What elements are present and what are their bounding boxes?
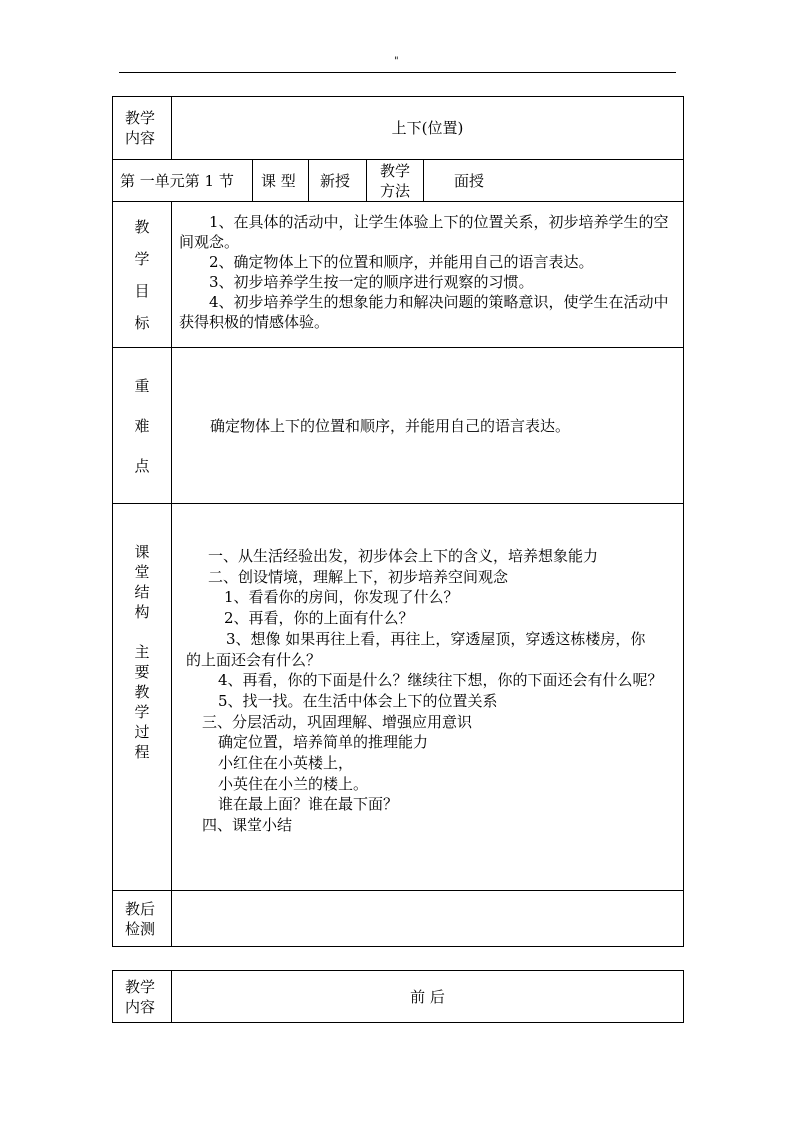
process-label-8: 学 [134,703,150,721]
process-line-5: 3、想像 如果再往上看，再往上，穿透屋顶，穿透这栋楼房，你 [226,629,646,648]
check-cell [172,891,684,947]
header-rule [119,72,676,73]
objectives-label-4: 标 [134,313,150,332]
lesson-title-2-text: 前 后 [410,987,445,1006]
process-label-9: 过 [134,723,150,741]
check-label-line1: 教后 [125,899,156,918]
method-label-line2: 方法 [379,181,410,200]
process-line-11: 小红住在小英楼上， [218,754,354,773]
keypoints-label-cell [113,348,172,504]
method-label-cell [367,160,424,202]
process-line-9: 三、分层活动，巩固理解、增强应用意识 [202,712,473,731]
process-label-1: 课 [134,543,150,561]
check-label-line2: 检测 [125,919,156,938]
keypoints-text: 确定物体上下的位置和顺序，并能用自己的语言表达。 [210,416,571,435]
content-label-cell [113,97,172,160]
objectives-label-3: 目 [134,281,150,300]
process-label-6: 要 [134,663,150,681]
type-value-cell [309,160,367,202]
process-line-1: 一、从生活经验出发，初步体会上下的含义，培养想象能力 [208,547,599,565]
objective-2: 2、确定物体上下的位置和顺序，并能用自己的语言表达。 [209,253,594,271]
process-label-gap [113,622,171,642]
lesson-title [172,97,684,160]
process-label-10: 程 [134,743,150,761]
process-label-cell [113,504,172,891]
method-value: 面授 [454,171,485,190]
objective-3: 3、初步培养学生按一定的顺序进行观察的习惯。 [209,273,534,291]
content-label-2-line2: 内容 [125,997,156,1016]
keypoints-label-1: 重 [134,376,150,395]
unit-text: 第 一单元第 1 节 [120,171,234,190]
objectives-cell [172,202,684,348]
lesson-plan-table [112,96,684,947]
type-value: 新授 [320,171,351,190]
type-label: 课 型 [261,171,296,190]
check-label-cell [113,891,172,947]
header-mark: " [394,56,399,67]
lesson-title-2 [172,971,684,1023]
content-label-line1: 教学 [125,109,156,127]
objective-4: 4、初步培养学生的想象能力和解决问题的策略意识，使学生在活动中获得积极的情感体验。 [179,293,669,331]
keypoints-cell [172,348,684,504]
process-label-4: 构 [134,603,150,621]
process-label-5: 主 [134,643,150,661]
process-line-10: 确定位置，培养简单的推理能力 [218,733,429,752]
unit-cell [113,160,253,202]
content-label-line2: 内容 [125,129,156,147]
lesson-title-text: 上下(位置) [391,119,464,137]
objectives-label-2: 学 [134,249,150,268]
process-line-12: 小英住在小兰的楼上。 [218,774,369,793]
process-cell [172,504,684,891]
objective-1: 1、在具体的活动中，让学生体验上下的位置关系，初步培养学生的空间观念。 [179,213,669,251]
content-label-2-line1: 教学 [125,977,156,996]
lesson-plan-table-2 [112,970,684,1023]
process-label-2: 堂 [134,563,150,581]
type-label-cell [253,160,309,202]
method-label-line1: 教学 [379,161,410,180]
process-line-2: 二、创设情境，理解上下，初步培养空间观念 [208,567,509,586]
keypoints-label-3: 点 [134,456,150,475]
content-label-cell-2 [113,971,172,1023]
process-label-3: 结 [134,583,150,601]
process-line-13: 谁在最上面？谁在最下面？ [218,795,399,814]
process-line-3: 1、看看你的房间，你发现了什么？ [224,588,459,607]
process-line-8: 5、找一找。在生活中体会上下的位置关系 [218,691,498,710]
process-label-7: 教 [134,683,150,701]
process-line-14: 四、课堂小结 [202,816,293,835]
keypoints-label-2: 难 [134,416,150,435]
objectives-label-1: 教 [134,217,150,236]
process-line-7: 4、再看，你的下面是什么？继续往下想，你的下面还会有什么呢？ [218,671,663,690]
objectives-label-cell [113,202,172,348]
process-line-6: 的上面还会有什么？ [186,650,322,669]
process-line-4: 2、再看，你的上面有什么？ [224,609,414,628]
method-value-cell [424,160,684,202]
